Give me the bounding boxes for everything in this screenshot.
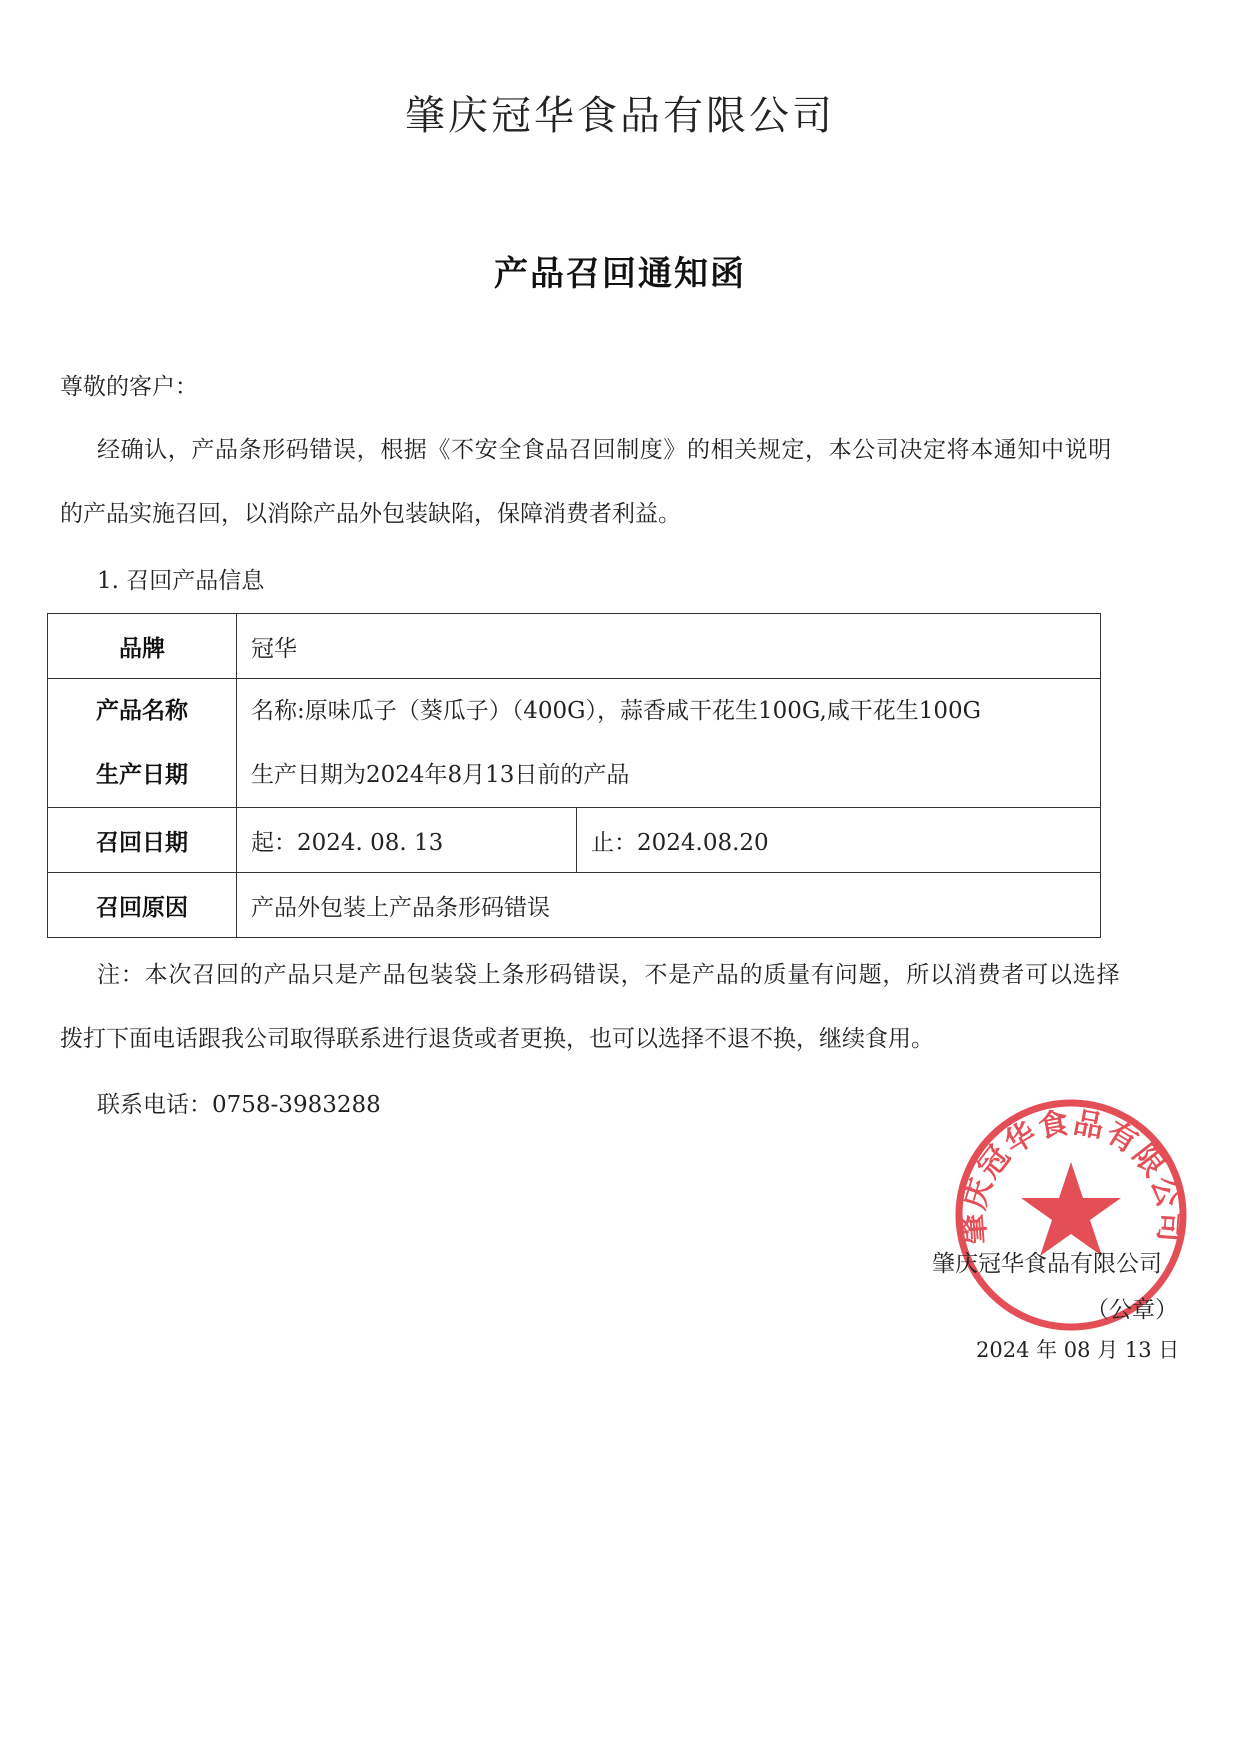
signature-company-name: 肇庆冠华食品有限公司 <box>932 1251 1162 1277</box>
contact-phone: 联系电话：0758-3983288 <box>97 1092 381 1118</box>
seal-text: 肇庆冠华食品有限公司 <box>956 1105 1188 1246</box>
production-date-label: 生产日期 <box>96 762 188 788</box>
table-row-product <box>48 679 1101 808</box>
table-row-recall-reason <box>48 873 1101 938</box>
production-date-value: 生产日期为2024年8月13日前的产品 <box>251 762 630 788</box>
intro-paragraph-line-2: 的产品实施召回，以消除产品外包装缺陷，保障消费者利益。 <box>60 501 681 527</box>
brand-label: 品牌 <box>48 614 237 679</box>
seal-star-icon <box>1021 1162 1121 1256</box>
recall-end-date: 止：2024.08.20 <box>577 808 1101 873</box>
table-row-brand <box>48 614 1101 679</box>
product-labels-cell <box>48 679 237 808</box>
company-name-heading: 肇庆冠华食品有限公司 <box>405 93 835 139</box>
brand-value: 冠华 <box>237 614 1101 679</box>
intro-paragraph-line-1: 经确认，产品条形码错误，根据《不安全食品召回制度》的相关规定，本公司决定将本通知中说明 <box>97 437 1112 463</box>
product-name-value: 名称:原味瓜子（葵瓜子）（400G），蒜香咸干花生100G,咸干花生100G <box>251 698 982 724</box>
recall-info-table <box>47 613 1101 938</box>
salutation: 尊敬的客户： <box>60 374 198 400</box>
recall-start-date: 起：2024. 08. 13 <box>237 808 577 873</box>
section-heading: 1. 召回产品信息 <box>97 568 265 594</box>
signature-stamp-note: （公章） <box>1086 1297 1178 1323</box>
document-title: 产品召回通知函 <box>494 254 746 294</box>
table-row-recall-date <box>48 808 1101 873</box>
recall-reason-value: 产品外包装上产品条形码错误 <box>237 873 1101 938</box>
note-line-2: 拨打下面电话跟我公司取得联系进行退货或者更换，也可以选择不退不换，继续食用。 <box>60 1026 934 1052</box>
product-name-label: 产品名称 <box>96 698 188 724</box>
recall-reason-label: 召回原因 <box>48 873 237 938</box>
note-line-1: 注：本次召回的产品只是产品包装袋上条形码错误，不是产品的质量有问题，所以消费者可以选择 <box>97 962 1121 988</box>
signature-date: 2024 年 08 月 13 日 <box>976 1338 1180 1362</box>
recall-date-label: 召回日期 <box>48 808 237 873</box>
product-values-cell <box>237 679 1101 808</box>
